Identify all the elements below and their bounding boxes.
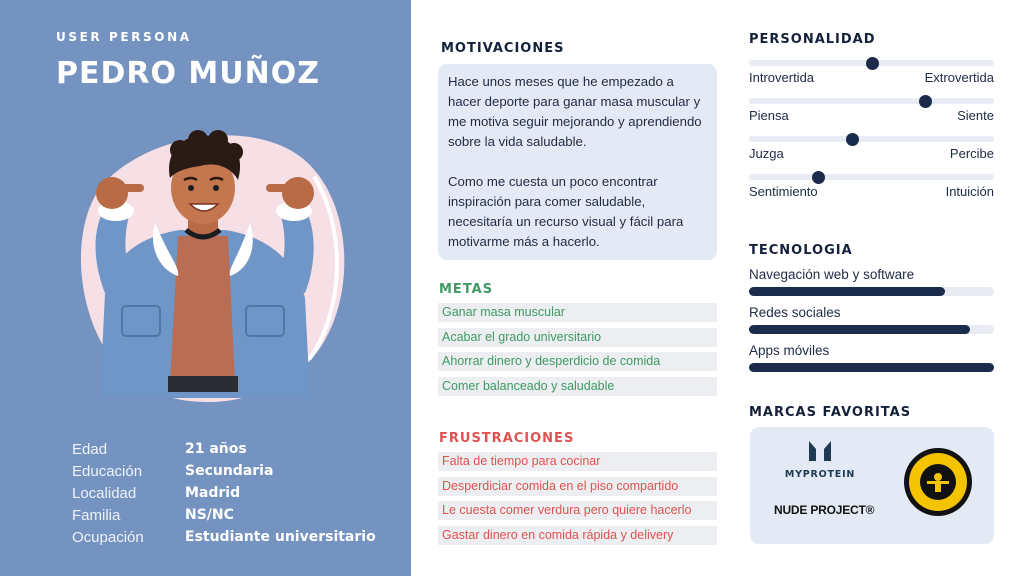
frustration-item: Gastar dinero en comida rápida y delivery: [438, 526, 717, 545]
technology-heading: TECNOLOGIA: [749, 243, 853, 258]
myprotein-logo: [780, 439, 860, 480]
goals-heading: METAS: [439, 282, 494, 297]
personality-scales: [749, 56, 994, 208]
fact-label: Edad: [72, 440, 108, 458]
golds-gym-logo: [903, 447, 973, 517]
fact-value: Estudiante universitario: [185, 529, 376, 545]
tech-row: [749, 305, 994, 343]
persona-eyebrow: USER PERSONA: [56, 30, 192, 44]
tech-track: [749, 325, 994, 334]
goal-item: Comer balanceado y saludable: [438, 377, 717, 396]
fact-value: Secundaria: [185, 463, 274, 479]
motivations-paragraph: Hace unos meses que he empezado a hacer deporte para ganar masa muscular y me motiva seguir mejorando y aprendiendo sobre la vida saludable.: [448, 74, 702, 149]
tech-fill: [749, 287, 945, 296]
nude-project-logo: NUDE PROJECT®: [774, 503, 875, 517]
frustrations-list: [438, 452, 717, 550]
scale-right-label: Intuición: [945, 184, 994, 199]
fact-row-age: [72, 438, 392, 460]
tech-label: Apps móviles: [749, 343, 830, 358]
persona-name: PEDRO MUÑOZ: [56, 56, 321, 91]
scale-left-label: Piensa: [749, 108, 789, 123]
persona-illustration: [60, 118, 350, 418]
fact-row-education: [72, 460, 392, 482]
scale-left-label: Introvertida: [749, 70, 815, 85]
fact-row-family: [72, 504, 392, 526]
fact-row-occupation: [72, 526, 392, 548]
tech-label: Redes sociales: [749, 305, 841, 320]
frustration-item: Le cuesta comer verdura pero quiere hacerlo: [438, 501, 717, 520]
myprotein-icon: [807, 439, 833, 463]
brands-box: [750, 427, 994, 544]
tech-fill: [749, 363, 994, 372]
personality-scale: [749, 170, 994, 208]
tech-row: [749, 267, 994, 305]
goal-item: Ganar masa muscular: [438, 303, 717, 322]
tech-label: Navegación web y software: [749, 267, 915, 282]
scale-knob: [919, 95, 932, 108]
persona-panel: [0, 0, 411, 576]
scale-right-label: Siente: [957, 108, 994, 123]
scale-left-label: Sentimiento: [749, 184, 818, 199]
technology-bars: [749, 267, 994, 381]
personality-scale: [749, 94, 994, 132]
shirt: [170, 236, 235, 383]
personality-heading: PERSONALIDAD: [749, 32, 876, 47]
goals-list: [438, 303, 717, 401]
goal-item: Acabar el grado universitario: [438, 328, 717, 347]
fact-value: NS/NC: [185, 507, 234, 523]
fact-label: Educación: [72, 462, 143, 480]
tech-fill: [749, 325, 970, 334]
motivations-heading: MOTIVACIONES: [441, 41, 565, 56]
frustrations-heading: FRUSTRACIONES: [439, 431, 575, 446]
fact-row-location: [72, 482, 392, 504]
scale-knob: [812, 171, 825, 184]
fact-label: Localidad: [72, 484, 137, 502]
fact-label: Familia: [72, 506, 121, 524]
fact-value: 21 años: [185, 441, 247, 457]
fact-label: Ocupación: [72, 528, 144, 546]
tech-row: [749, 343, 994, 381]
scale-track: [749, 174, 994, 180]
tech-track: [749, 287, 994, 296]
brands-heading: MARCAS FAVORITAS: [749, 405, 912, 420]
personality-scale: [749, 132, 994, 170]
frustration-item: Desperdiciar comida en el piso compartido: [438, 477, 717, 496]
motivations-box: [438, 64, 717, 260]
fact-value: Madrid: [185, 485, 241, 501]
tech-track: [749, 363, 994, 372]
persona-facts: [72, 438, 392, 548]
goal-item: Ahorrar dinero y desperdicio de comida: [438, 352, 717, 371]
scale-knob: [846, 133, 859, 146]
myprotein-wordmark: MYPROTEIN: [784, 469, 856, 480]
frustration-item: Falta de tiempo para cocinar: [438, 452, 717, 471]
personality-scale: [749, 56, 994, 94]
scale-track: [749, 136, 994, 142]
scale-right-label: Extrovertida: [924, 70, 994, 85]
scale-track: [749, 98, 994, 104]
scale-knob: [866, 57, 879, 70]
motivations-paragraph: Como me cuesta un poco encontrar inspiración para comer saludable, necesitaría un recurso visual y fácil para motivarme más a hacerlo.: [448, 174, 684, 249]
scale-right-label: Percibe: [949, 146, 994, 161]
scale-left-label: Juzga: [749, 146, 784, 161]
